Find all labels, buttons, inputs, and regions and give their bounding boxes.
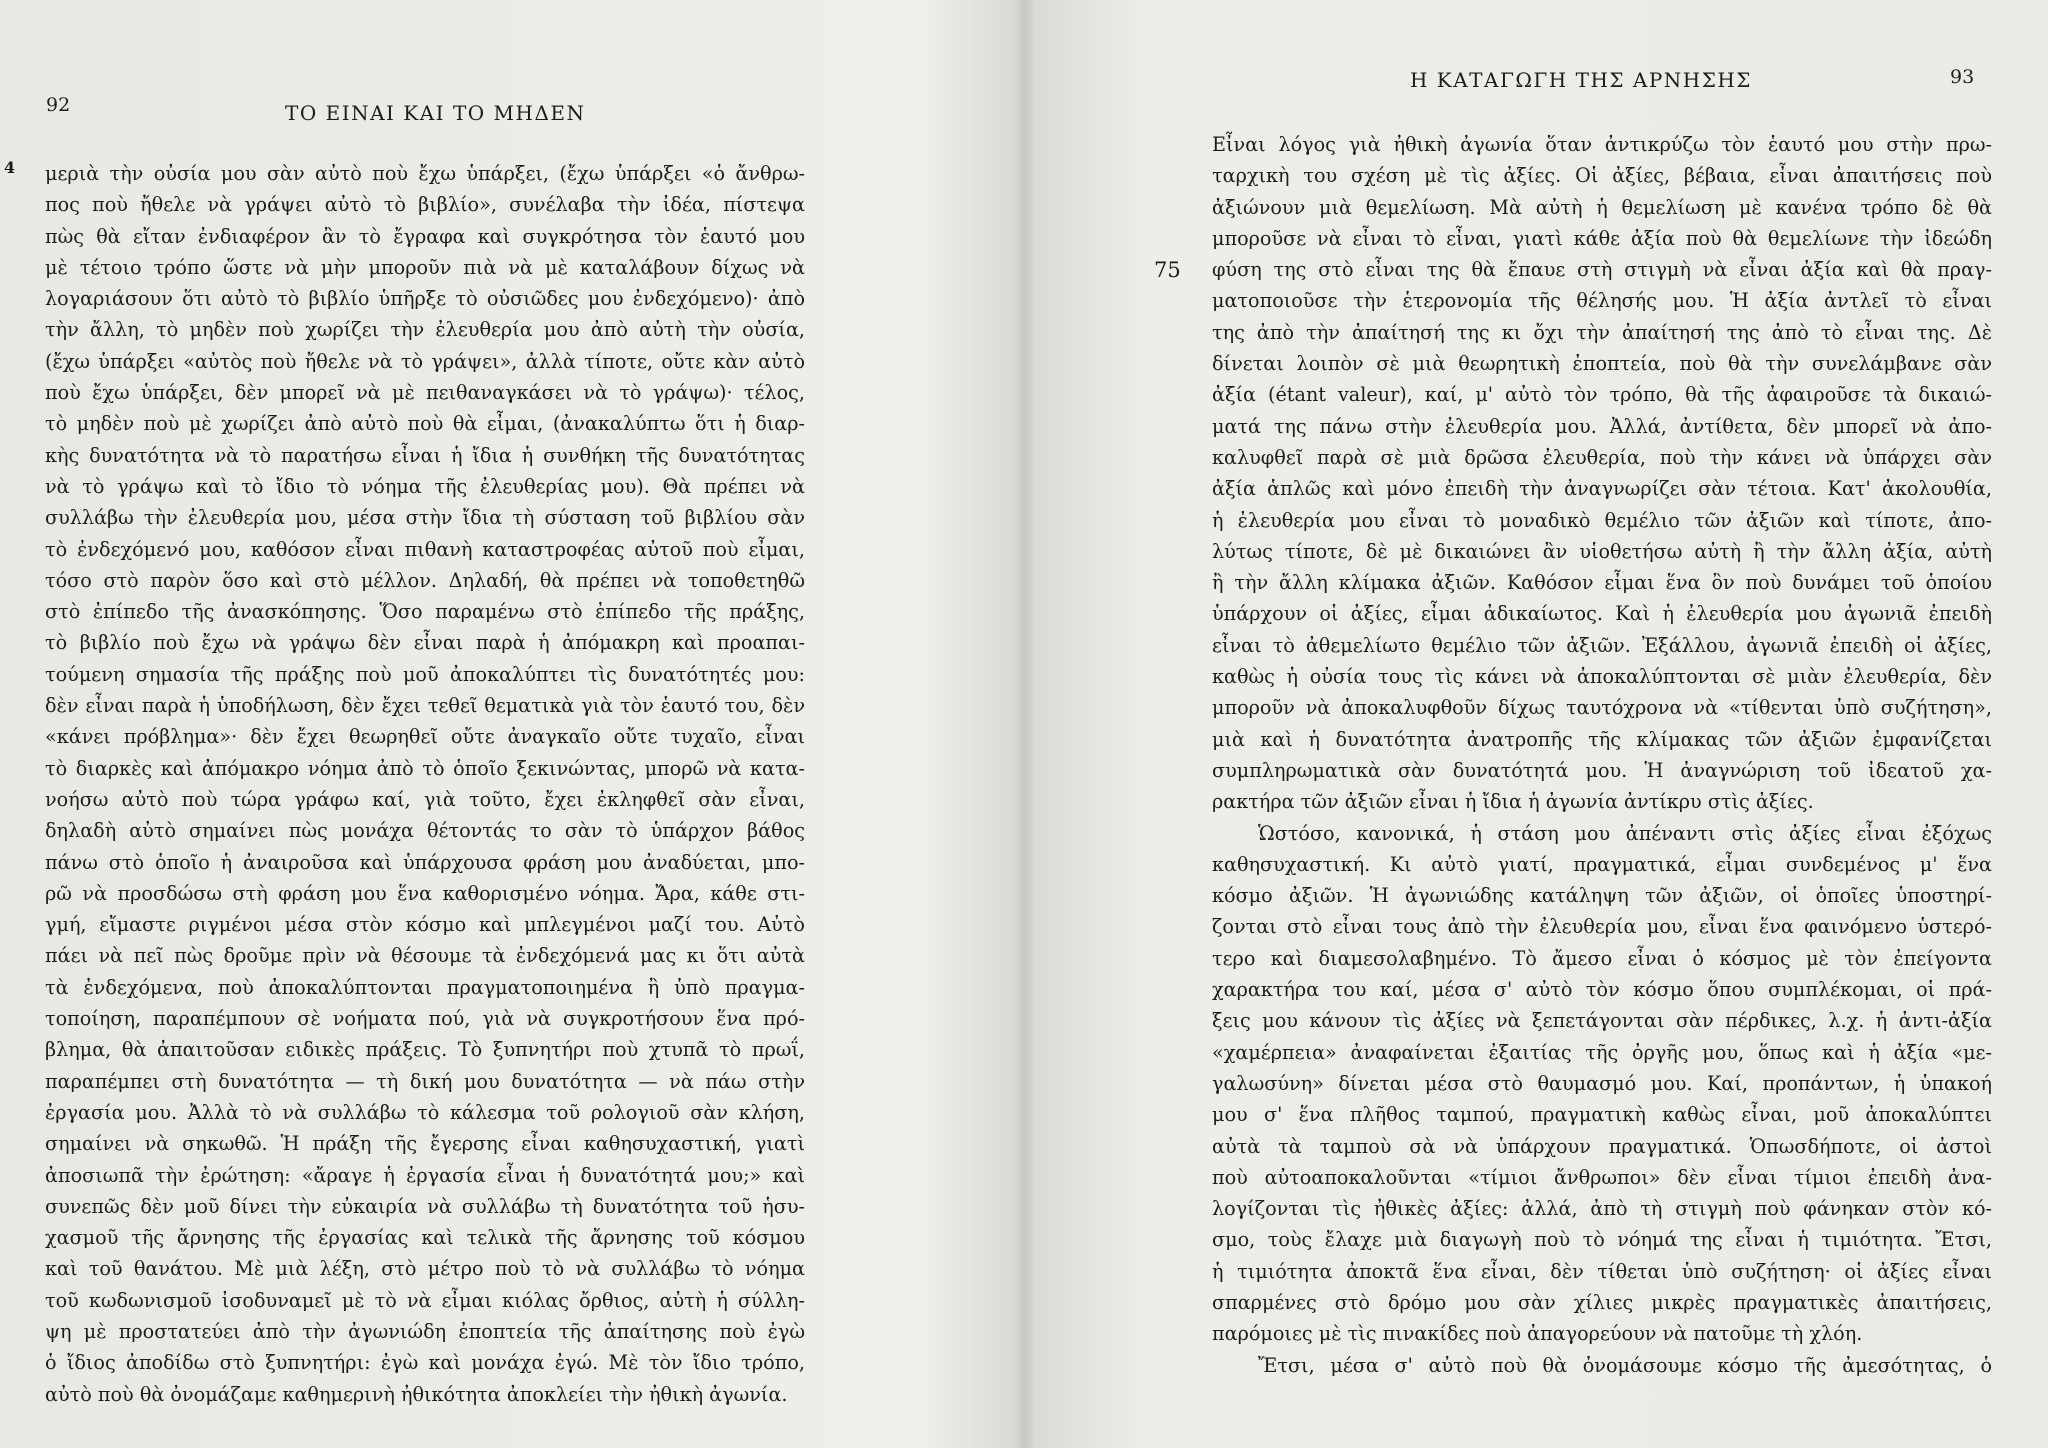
text-line: γαλωσύνη» δίνεται μέσα στὸ θαυμασμό μου. Καί, προπάντων, ἡ ὑπακοή — [1212, 1071, 1992, 1095]
text-line: γμή, εἴμαστε ριγμένοι μέσα στὸν κόσμο καὶ μπλεγμένοι μαζί του. Αὐτὸ — [45, 913, 805, 937]
left-page — [0, 0, 1010, 1448]
text-line: ἀξία (étant valeur), καί, μ' αὐτὸ τὸν τρόπο, θὰ τῆς ἀφαιροῦσε τὰ δικαιώ- — [1212, 383, 1992, 407]
text-line: παρόμοιες μὲ τὶς πινακίδες ποὺ ἀπαγορεύουν νὰ πατοῦμε τὴ χλόη. — [1212, 1322, 1863, 1346]
page-number: 93 — [1950, 66, 1975, 88]
text-line: ὁ ἴδιος ἀποδίδω στὸ ξυπνητήρι: ἐγὼ καὶ μονάχα ἐγώ. Μὲ τὸν ἴδιο τρόπο, — [45, 1351, 805, 1375]
text-line: τοποίηση, παραπέμπουν σὲ νοήματα πού, γιὰ νὰ συγκροτήσουν ἕνα πρό- — [45, 1007, 805, 1031]
text-line: «κάνει πρόβλημα»· δὲν ἔχει θεωρηθεῖ οὔτε ἀναγκαῖο οὔτε τυχαῖο, εἶναι — [45, 725, 805, 749]
text-line: δίνεται λοιπὸν σὲ μιὰ θεωρητικὴ ἐποπτεία, ποὺ θὰ τὴν συνελάμβανε σὰν — [1212, 352, 1992, 376]
text-line: τόσο στὸ παρὸν ὅσο καὶ στὸ μέλλον. Δηλαδή, θὰ πρέπει νὰ τοποθετηθῶ — [45, 568, 805, 592]
text-line: ποὺ αὐτοαποκαλοῦνται «τίμιοι ἄνθρωποι» δὲν εἶναι τίμιοι ἐπειδὴ ἀνα- — [1212, 1165, 1992, 1189]
text-line: στὸ ἐπίπεδο τῆς ἀνασκόπησης. Ὅσο παραμένω στὸ ἐπίπεδο τῆς πράξης, — [45, 600, 805, 624]
text-line: ἀξιώνουν μιὰ θεμελίωση. Μὰ αὐτὴ ἡ θεμελίωση μὲ κανένα τρόπο δὲ θὰ — [1212, 195, 1992, 219]
text-line: τοῦ κωδωνισμοῦ ἰσοδυναμεῖ μὲ τὸ νὰ εἶμαι κιόλας ὄρθιος, αὐτὴ ἡ σύλλη- — [45, 1288, 805, 1312]
text-line: πος ποὺ ἤθελε νὰ γράψει αὐτὸ τὸ βιβλίο», συνέλαβα τὴν ἰδέα, πίστεψα — [45, 193, 805, 217]
margin-line-number: 75 — [1154, 258, 1181, 282]
text-line: τὴν ἄλλη, τὸ μηδὲν ποὺ χωρίζει τὴν ἐλευθερία μου ἀπὸ αὐτὴ τὴν οὐσία, — [45, 318, 805, 342]
page-number: 92 — [46, 94, 71, 116]
text-line: ἀποσιωπᾶ τὴν ἐρώτηση: «ἄραγε ἡ ἐργασία εἶναι ἡ δυνατότητά μου;» καὶ — [45, 1163, 805, 1187]
text-line: τὰ ἐνδεχόμενα, ποὺ ἀποκαλύπτονται πραγματοποιημένα ἢ ὑπὸ πραγμα- — [45, 975, 805, 999]
text-line: τερο καὶ διαμεσολαβημένο. Τὸ ἄμεσο εἶναι ὁ κόσμος μὲ τὸν ἐπείγοντα — [1212, 946, 1992, 970]
text-line: πὼς θὰ εἴταν ἐνδιαφέρον ἂν τὸ ἔγραφα καὶ συγκρότησα τὸν ἑαυτό μου — [45, 224, 805, 248]
text-line: ζονται στὸ εἶναι τους ἀπὸ τὴν ἐλευθερία μου, εἶναι ἕνα φαινόμενο ὑστερό- — [1212, 915, 1992, 939]
text-line: σπαρμένες στὸ δρόμο μου σὰν χίλιες μικρὲς πραγματικὲς ἀπαιτήσεις, — [1212, 1290, 1992, 1314]
text-line: κόσμο ἀξιῶν. Ἡ ἀγωνιώδης κατάληψη τῶν ἀξιῶν, οἱ ὁποῖες ὑποστηρί- — [1212, 884, 1992, 908]
text-line: ἀξία ἁπλῶς καὶ μόνο ἐπειδὴ τὴν ἀναγνωρίζει σὰν τέτοια. Κατ' ἀκολουθία, — [1212, 477, 1992, 501]
text-line: τὸ βιβλίο ποὺ ἔχω νὰ γράψω δὲν εἶναι παρὰ ἡ ἀπόμακρη καὶ προαπαι- — [45, 631, 805, 655]
margin-mark: 4 — [4, 158, 16, 177]
text-line: μποροῦσε νὰ εἶναι τὸ εἶναι, γιατὶ κάθε ἀξία ποὺ θὰ θεμελίωνε τὴν ἰδεώδη — [1212, 226, 1992, 250]
text-line: ματά της πάνω στὴν ἐλευθερία μου. Ἀλλά, ἀντίθετα, δὲν μπορεῖ νὰ ἀπο- — [1212, 414, 1992, 438]
text-line: μου σ' ἕνα πλῆθος ταμπού, πραγματικὴ καθὼς εἶναι, μοῦ ἀποκαλύπτει — [1212, 1103, 1992, 1127]
text-line: τὸ ἐνδεχόμενό μου, καθόσον εἶναι πιθανὴ καταστροφέας αὐτοῦ ποὺ εἶμαι, — [45, 537, 805, 561]
text-line: ἐργασία μου. Ἀλλὰ τὸ νὰ συλλάβω τὸ κάλεσμα τοῦ ρολογιοῦ σὰν κλήση, — [45, 1100, 805, 1124]
text-line: λύτως τίποτε, δὲ μὲ δικαιώνει ἂν υἱοθετήσω αὐτὴ ἢ τὴν ἄλλη ἀξία, αὐτὴ — [1212, 539, 1992, 563]
text-line: Ἔτσι, μέσα σ' αὐτὸ ποὺ θὰ ὀνομάσουμε κόσμο τῆς ἀμεσότητας, ὁ — [1258, 1353, 1992, 1377]
text-line: βλημα, θὰ ἀπαιτοῦσαν ειδικὲς πράξεις. Τὸ ξυπνητήρι ποὺ χτυπᾶ τὸ πρωΐ, — [45, 1038, 805, 1062]
text-line: δὲν εἶναι παρὰ ἡ ὑποδήλωση, δὲν ἔχει τεθεῖ θεματικὰ γιὰ τὸν ἑαυτό του, δὲν — [45, 694, 805, 718]
text-line: νὰ τὸ γράψω καὶ τὸ ἴδιο τὸ νόημα τῆς ἐλευθερίας μου). Θὰ πρέπει νὰ — [45, 474, 805, 498]
text-line: χασμοῦ τῆς ἄρνησης τῆς ἐργασίας καὶ τελικὰ τῆς ἄρνησης τοῦ κόσμου — [45, 1226, 805, 1250]
text-line: καλυφθεῖ παρὰ σὲ μιὰ δρῶσα ἐλευθερία, ποὺ τὴν κάνει νὰ ὑπάρχει σὰν — [1212, 445, 1992, 469]
text-line: πάνω στὸ ὁποῖο ἡ ἀναιροῦσα καὶ ὑπάρχουσα φράση μου ἀναδύεται, μπο- — [45, 850, 805, 874]
text-line: λογαριάσουν ὅτι αὐτὸ τὸ βιβλίο ὑπῆρξε τὸ οὐσιῶδες μου ἐνδεχόμενο)· ἀπὸ — [45, 287, 805, 311]
text-line: αὐτὸ ποὺ θὰ ὀνομάζαμε καθημερινὴ ἠθικότητα ἀποκλείει τὴν ἠθικὴ ἀγωνία. — [45, 1382, 788, 1406]
text-line: ἡ τιμιότητα ἀποκτᾶ ἕνα εἶναι, δὲν τίθεται ὑπὸ συζήτηση· οἱ ἀξίες εἶναι — [1212, 1259, 1992, 1283]
text-line: ρῶ νὰ προσδώσω στὴ φράση μου ἕνα καθορισμένο νόημα. Ἄρα, κάθε στι- — [45, 881, 805, 905]
text-line: σημαίνει νὰ σηκωθῶ. Ἡ πράξη τῆς ἔγερσης εἶναι καθησυχαστική, γιατὶ — [45, 1132, 805, 1156]
text-line: σμο, τοὺς ἔλαχε μιὰ διαγωγὴ ποὺ τὸ νόημά της εἶναι ἡ τιμιότητα. Ἔτσι, — [1212, 1228, 1992, 1252]
text-line: ματοποιοῦσε τὴν ἑτερονομία τῆς θέλησής μου. Ἡ ἀξία ἀντλεῖ τὸ εἶναι — [1212, 289, 1992, 313]
text-line: δηλαδὴ αὐτὸ σημαίνει πὼς μονάχα θέτοντάς το σὰν τὸ ὑπάρχον βάθος — [45, 819, 805, 843]
text-line: φύση της στὸ εἶναι της θὰ ἔπαυε στὴ στιγμὴ νὰ εἶναι ἀξία καὶ θὰ πραγ- — [1212, 258, 1992, 282]
text-line: τὸ μηδὲν ποὺ μὲ χωρίζει ἀπὸ αὐτὸ ποὺ θὰ εἶμαι, (ἀνακαλύπτω ὅτι ἡ διαρ- — [45, 412, 805, 436]
text-line: τούμενη σημασία τῆς πράξης ποὺ μοῦ ἀποκαλύπτει τὶς δυνατότητές μου: — [45, 662, 805, 686]
text-line: μποροῦν νὰ ἀποκαλυφθοῦν δίχως ταυτόχρονα νὰ «τίθενται ὑπὸ συζήτηση», — [1212, 696, 1992, 720]
text-line: μιὰ καὶ ἡ δυνατότητα ἀνατροπῆς τῆς κλίμακας τῶν ἀξιῶν ἐμφανίζεται — [1212, 727, 1992, 751]
text-line: εἶναι τὸ ἀθεμελίωτο θεμέλιο τῶν ἀξιῶν. Ἐξάλλου, ἀγωνιᾶ ἐπειδὴ οἱ ἀξίες, — [1212, 633, 1992, 657]
text-line: ὑπάρχουν οἱ ἀξίες, εἶμαι ἀδικαίωτος. Καὶ ἡ ἐλευθερία μου ἀγωνιᾶ ἐπειδὴ — [1212, 602, 1992, 626]
text-line: «χαμέρπεια» ἀναφαίνεται ἐξαιτίας τῆς ὀργῆς μου, ὅπως καὶ ἡ ἀξία «με- — [1212, 1040, 1992, 1064]
text-line: τὸ διαρκὲς καὶ ἀπόμακρο νόημα ἀπὸ τὸ ὁποῖο ξεκινώντας, μπορῶ νὰ κατα- — [45, 756, 805, 780]
body-text — [45, 158, 805, 1410]
text-line: καὶ τοῦ θανάτου. Μὲ μιὰ λέξη, στὸ μέτρο ποὺ τὸ νὰ συλλάβω τὸ νόημα — [45, 1257, 805, 1281]
text-line: μεριὰ τὴν οὐσία μου σὰν αὐτὸ ποὺ ἔχω ὑπάρξει, (ἔχω ὑπάρξει «ὁ ἄνθρω- — [45, 162, 805, 185]
text-line: συλλάβω τὴν ἐλευθερία μου, μέσα στὴν ἴδια τὴ σύσταση τοῦ βιβλίου σὰν — [45, 506, 805, 530]
text-line: ξεις μου κάνουν τὶς ἀξίες νὰ ξεπετάγονται σὰν πέρδικες, λ.χ. ἡ ἀντι-ἀξία — [1212, 1009, 1992, 1033]
text-line: αὐτὰ τὰ ταμποὺ σὰ νὰ ὑπάρχουν πραγματικά. Ὁπωσδήποτε, οἱ ἀστοὶ — [1212, 1134, 1992, 1158]
right-page — [1010, 0, 2048, 1448]
text-line: ταρχικὴ του σχέση μὲ τὶς ἀξίες. Οἱ ἀξίες, βέβαια, εἶναι ἀπαιτήσεις ποὺ — [1212, 164, 1992, 188]
text-line: μὲ τέτοιο τρόπο ὥστε νὰ μὴν μποροῦν πιὰ νὰ μὲ καταλάβουν δίχως νὰ — [45, 255, 805, 279]
text-line: νοήσω αὐτὸ ποὺ τώρα γράφω καί, γιὰ τοῦτο, ἔχει ἐκληφθεῖ σὰν εἶναι, — [45, 787, 805, 811]
running-head: Η ΚΑΤΑΓΩΓΗ ΤΗΣ ΑΡΝΗΣΗΣ — [1410, 68, 1752, 92]
text-line: καθησυχαστική. Κι αὐτὸ γιατί, πραγματικά, εἶμαι συνδεμένος μ' ἕνα — [1212, 852, 1992, 876]
body-text — [1212, 129, 1992, 1381]
text-line: (ἔχω ὑπάρξει «αὐτὸς ποὺ ἤθελε νὰ τὸ γράψει», ἀλλὰ τίποτε, οὔτε κὰν αὐτὸ — [45, 349, 805, 373]
text-line: παραπέμπει στὴ δυνατότητα — τὴ δική μου δυνατότητα — νὰ πάω στὴν — [45, 1069, 805, 1093]
text-line: ἢ τὴν ἄλλη κλίμακα ἀξιῶν. Καθόσον εἶμαι ἕνα ὂν ποὺ δυνάμει τοῦ ὁποίου — [1212, 571, 1992, 595]
text-line: ψη μὲ προστατεύει ἀπὸ τὴν ἀγωνιώδη ἐποπτεία τῆς ἀπαίτησης ποὺ ἐγὼ — [45, 1319, 805, 1343]
text-line: καθὼς ἡ οὐσία τους τὶς κάνει νὰ ἀποκαλύπτονται σὲ μιὰν ἐλευθερία, δὲν — [1212, 665, 1992, 689]
text-line: Ὡστόσο, κανονικά, ἡ στάση μου ἀπέναντι στὶς ἀξίες εἶναι ἐξόχως — [1258, 821, 1992, 845]
text-line: πάει νὰ πεῖ πὼς δροῦμε πρὶν νὰ θέσουμε τὰ ἐνδεχόμενά μας κι ὅτι αὐτὰ — [45, 944, 805, 968]
text-line: ἡ ἐλευθερία μου εἶναι τὸ μοναδικὸ θεμέλιο τῶν ἀξιῶν καὶ τίποτε, ἀπο- — [1212, 508, 1992, 532]
text-line: ποὺ ἔχω ὑπάρξει, δὲν μπορεῖ νὰ μὲ πειθαναγκάσει νὰ τὸ γράψω)· τέλος, — [45, 381, 805, 405]
text-line: κὴς δυνατότητα νὰ τὸ παρατήσω εἶναι ἡ ἴδια ἡ συνθήκη τῆς δυνατότητας — [45, 443, 805, 467]
text-line: Εἶναι λόγος γιὰ ἠθικὴ ἀγωνία ὅταν ἀντικρύζω τὸν ἑαυτό μου στὴν πρω- — [1212, 133, 1992, 156]
text-line: λογίζονται τὶς ἠθικὲς ἀξίες: ἀλλά, ἀπὸ τὴ στιγμὴ ποὺ φάνηκαν στὸν κό- — [1212, 1197, 1992, 1221]
text-line: ρακτήρα τῶν ἀξιῶν εἶναι ἡ ἴδια ἡ ἀγωνία ἀντίκρυ στὶς ἀξίες. — [1212, 790, 1814, 814]
text-line: της ἀπὸ τὴν ἀπαίτησή της κι ὄχι τὴν ἀπαίτησή της ἀπὸ τὸ εἶναι της. Δὲ — [1212, 320, 1992, 344]
running-head: ΤΟ ΕΙΝΑΙ ΚΑΙ ΤΟ ΜΗΔΕΝ — [285, 101, 586, 125]
text-line: συνεπῶς δὲν μοῦ δίνει τὴν εὐκαιρία νὰ συλλάβω τὴ δυνατότητα τοῦ ἡσυ- — [45, 1194, 805, 1218]
text-line: συμπληρωματικὰ σὰν δυνατότητά μου. Ἡ ἀναγνώριση τοῦ ἰδεατοῦ χα- — [1212, 758, 1992, 782]
text-line: χαρακτήρα του καί, μέσα σ' αὐτὸ τὸν κόσμο ὅπου συμπλέκομαι, οἱ πρά- — [1212, 978, 1992, 1002]
